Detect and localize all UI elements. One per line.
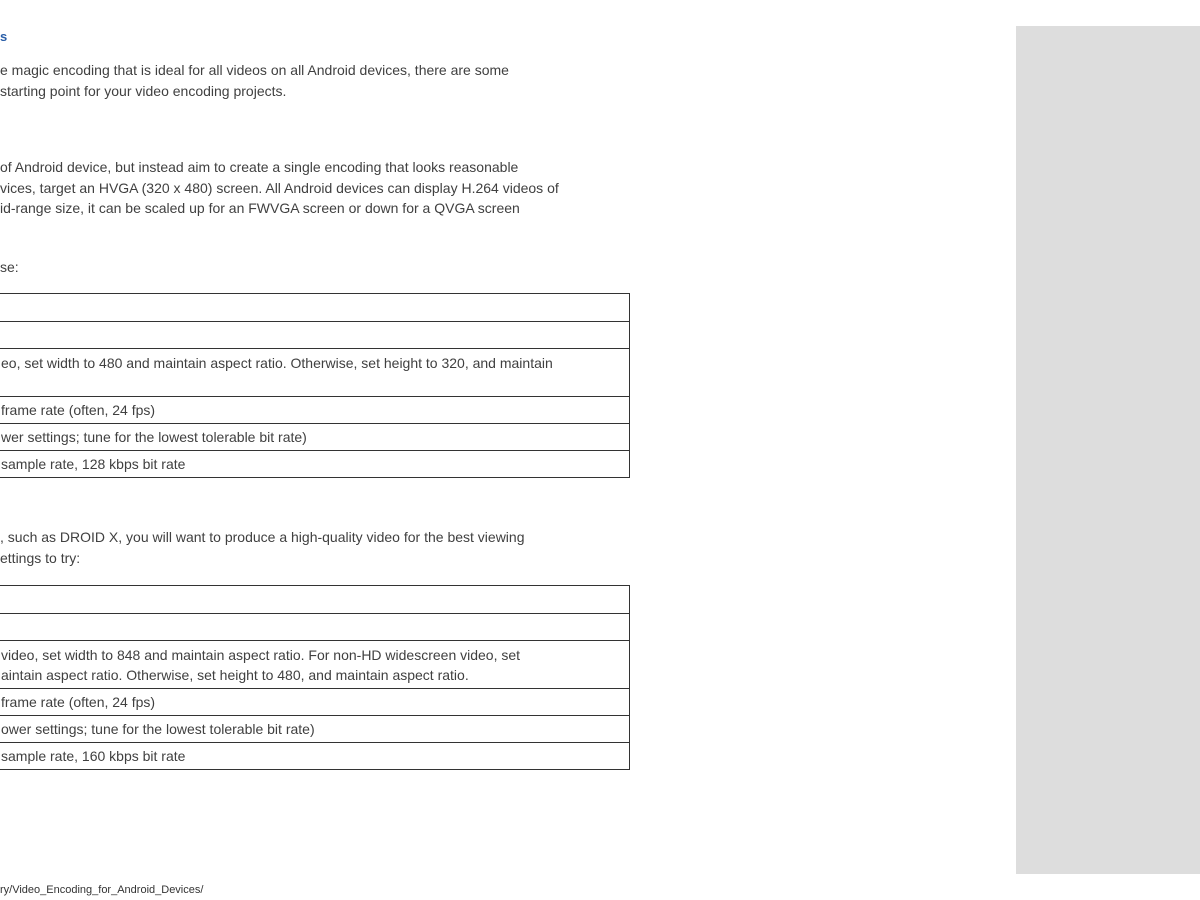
paragraph-line: , such as DROID X, you will want to produce a high-quality video for the best viewing: [0, 529, 525, 545]
cell-line: aintain aspect ratio. Otherwise, set height to 480, and maintain aspect ratio.: [1, 667, 469, 683]
table-cell: [0, 586, 630, 614]
table-row: [0, 349, 630, 397]
cell-line: eo, set width to 480 and maintain aspect ratio. Otherwise, set height to 320, and maintain: [1, 355, 553, 371]
high-quality-encoding-table: [0, 585, 630, 770]
table-row: [0, 689, 630, 716]
paragraph-line: vices, target an HVGA (320 x 480) screen. All Android devices can display H.264 videos of: [0, 179, 559, 196]
paragraph-line: id-range size, it can be scaled up for an FWVGA screen or down for a QVGA screen: [0, 200, 520, 216]
cell-line: video, set width to 848 and maintain aspect ratio. For non-HD widescreen video, set: [1, 647, 521, 663]
paragraph-line: ettings to try:: [0, 549, 81, 566]
table-cell: [0, 641, 630, 689]
table-cell: sample rate, 128 kbps bit rate: [0, 451, 630, 478]
intro-paragraph: [0, 60, 509, 101]
table-row: [0, 716, 630, 743]
table-cell: frame rate (often, 24 fps): [0, 689, 630, 716]
high-quality-paragraph: [0, 527, 524, 568]
table-row: [0, 397, 630, 424]
table-row: [0, 424, 630, 451]
table-cell: [0, 294, 630, 322]
paragraph-line: of Android device, but instead aim to create a single encoding that looks reasonable: [0, 159, 519, 175]
table-cell: [0, 349, 630, 397]
table-cell: [0, 322, 630, 349]
table-cell: [0, 614, 630, 641]
hvga-paragraph: [0, 157, 559, 219]
table-cell: frame rate (often, 24 fps): [0, 397, 630, 424]
section-heading: s: [0, 29, 8, 44]
table-row: [0, 614, 630, 641]
table-row: [0, 586, 630, 614]
table-cell: sample rate, 160 kbps bit rate: [0, 743, 630, 770]
paragraph-line: e magic encoding that is ideal for all videos on all Android devices, there are some: [0, 62, 509, 78]
table-row: [0, 451, 630, 478]
table-row: [0, 743, 630, 770]
sidebar-panel: [1016, 26, 1200, 874]
table-cell: wer settings; tune for the lowest tolerable bit rate): [0, 424, 630, 451]
footer-url: ry/Video_Encoding_for_Android_Devices/: [0, 884, 204, 896]
table-row: [0, 322, 630, 349]
table-cell: ower settings; tune for the lowest tolerable bit rate): [0, 716, 630, 743]
table-row: [0, 641, 630, 689]
table1-lead-text: se:: [0, 259, 19, 275]
paragraph-line: starting point for your video encoding projects.: [0, 82, 287, 99]
general-encoding-table: [0, 293, 630, 478]
table-row: [0, 294, 630, 322]
